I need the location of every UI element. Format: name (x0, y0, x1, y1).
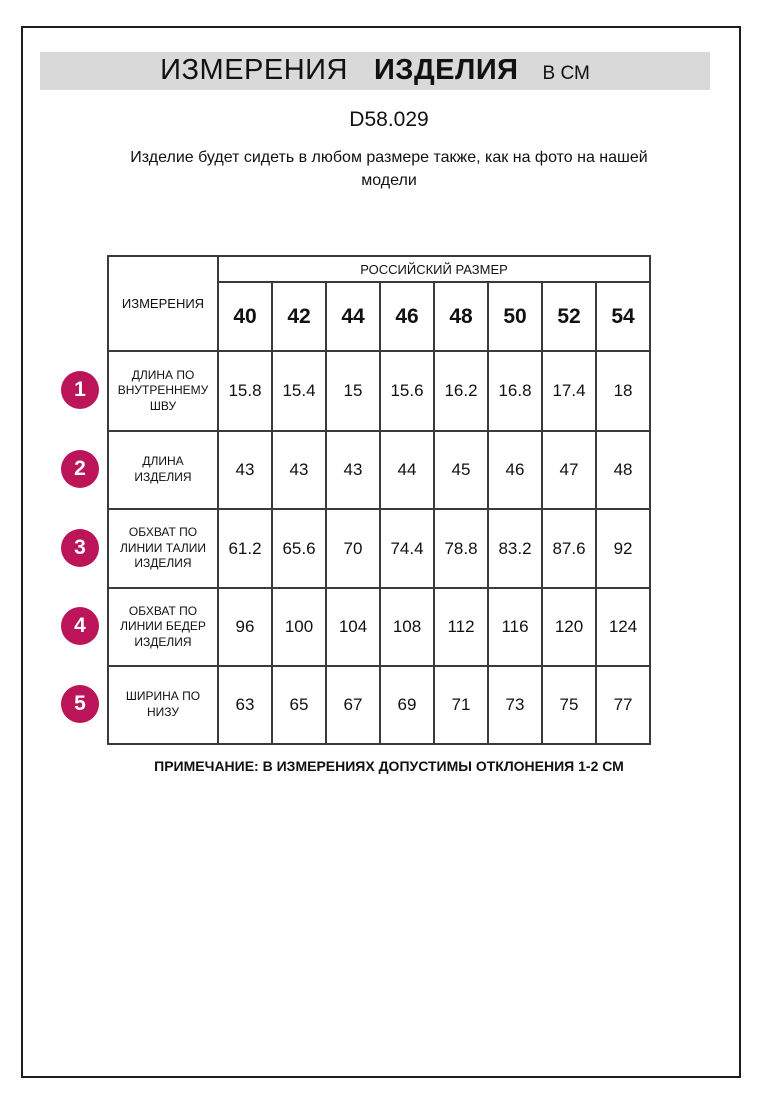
value-cell: 108 (380, 588, 434, 666)
value-cell: 124 (596, 588, 650, 666)
value-cell: 15.6 (380, 351, 434, 431)
size-header-cell: 48 (434, 282, 488, 351)
value-cell: 65.6 (272, 509, 326, 588)
size-header-cell: 50 (488, 282, 542, 351)
group-header-cell: РОССИЙСКИЙ РАЗМЕР (218, 256, 650, 282)
title-units: В СМ (542, 63, 590, 84)
size-header-cell: 42 (272, 282, 326, 351)
value-cell: 70 (326, 509, 380, 588)
size-header-cell: 44 (326, 282, 380, 351)
measurement-label-cell: ОБХВАТ ПО ЛИНИИ ТАЛИИ ИЗДЕЛИЯ (108, 509, 218, 588)
value-cell: 15.4 (272, 351, 326, 431)
size-header-cell: 40 (218, 282, 272, 351)
value-cell: 104 (326, 588, 380, 666)
value-cell: 78.8 (434, 509, 488, 588)
value-cell: 43 (272, 431, 326, 509)
value-cell: 67 (326, 666, 380, 744)
size-table (107, 255, 651, 745)
note-text: ПРИМЕЧАНИЕ: В ИЗМЕРЕНИЯХ ДОПУСТИМЫ ОТКЛОНЕНИЯ 1-2 СМ (154, 758, 624, 774)
value-cell: 61.2 (218, 509, 272, 588)
value-cell: 44 (380, 431, 434, 509)
table-row (108, 256, 650, 282)
value-cell: 17.4 (542, 351, 596, 431)
table-row (108, 666, 650, 744)
value-cell: 43 (326, 431, 380, 509)
measurement-label-cell: ОБХВАТ ПО ЛИНИИ БЕДЕР ИЗДЕЛИЯ (108, 588, 218, 666)
value-cell: 18 (596, 351, 650, 431)
value-cell: 43 (218, 431, 272, 509)
value-cell: 73 (488, 666, 542, 744)
value-cell: 16.2 (434, 351, 488, 431)
subtitle-text: Изделие будет сидеть в любом размере также, как на фото на нашей модели (130, 149, 648, 190)
size-header-cell: 52 (542, 282, 596, 351)
table-row (108, 351, 650, 431)
row-number-badge: 3 (61, 529, 99, 567)
value-cell: 83.2 (488, 509, 542, 588)
measurement-label-cell: ШИРИНА ПО НИЗУ (108, 666, 218, 744)
table-row (108, 588, 650, 666)
title-measurements: ИЗМЕРЕНИЯ (160, 54, 348, 86)
row-number-badge: 5 (61, 685, 99, 723)
row-number-badge: 1 (61, 371, 99, 409)
value-cell: 87.6 (542, 509, 596, 588)
size-header-cell: 54 (596, 282, 650, 351)
value-cell: 46 (488, 431, 542, 509)
value-cell: 63 (218, 666, 272, 744)
value-cell: 112 (434, 588, 488, 666)
value-cell: 74.4 (380, 509, 434, 588)
value-cell: 92 (596, 509, 650, 588)
value-cell: 100 (272, 588, 326, 666)
title-product: ИЗДЕЛИЯ (373, 54, 519, 86)
table-row (108, 509, 650, 588)
table-row (108, 431, 650, 509)
value-cell: 48 (596, 431, 650, 509)
value-cell: 47 (542, 431, 596, 509)
value-cell: 65 (272, 666, 326, 744)
corner-header-cell: ИЗМЕРЕНИЯ (108, 256, 218, 351)
size-header-cell: 46 (380, 282, 434, 351)
row-number-badge: 2 (61, 450, 99, 488)
measurement-label-cell: ДЛИНА ПО ВНУТРЕННЕМУ ШВУ (108, 351, 218, 431)
value-cell: 45 (434, 431, 488, 509)
title-bar (40, 52, 710, 90)
value-cell: 15.8 (218, 351, 272, 431)
value-cell: 16.8 (488, 351, 542, 431)
value-cell: 120 (542, 588, 596, 666)
value-cell: 77 (596, 666, 650, 744)
value-cell: 75 (542, 666, 596, 744)
value-cell: 116 (488, 588, 542, 666)
row-number-badge: 4 (61, 607, 99, 645)
model-code: D58.029 (349, 108, 429, 131)
value-cell: 96 (218, 588, 272, 666)
value-cell: 15 (326, 351, 380, 431)
value-cell: 71 (434, 666, 488, 744)
measurement-label-cell: ДЛИНА ИЗДЕЛИЯ (108, 431, 218, 509)
value-cell: 69 (380, 666, 434, 744)
